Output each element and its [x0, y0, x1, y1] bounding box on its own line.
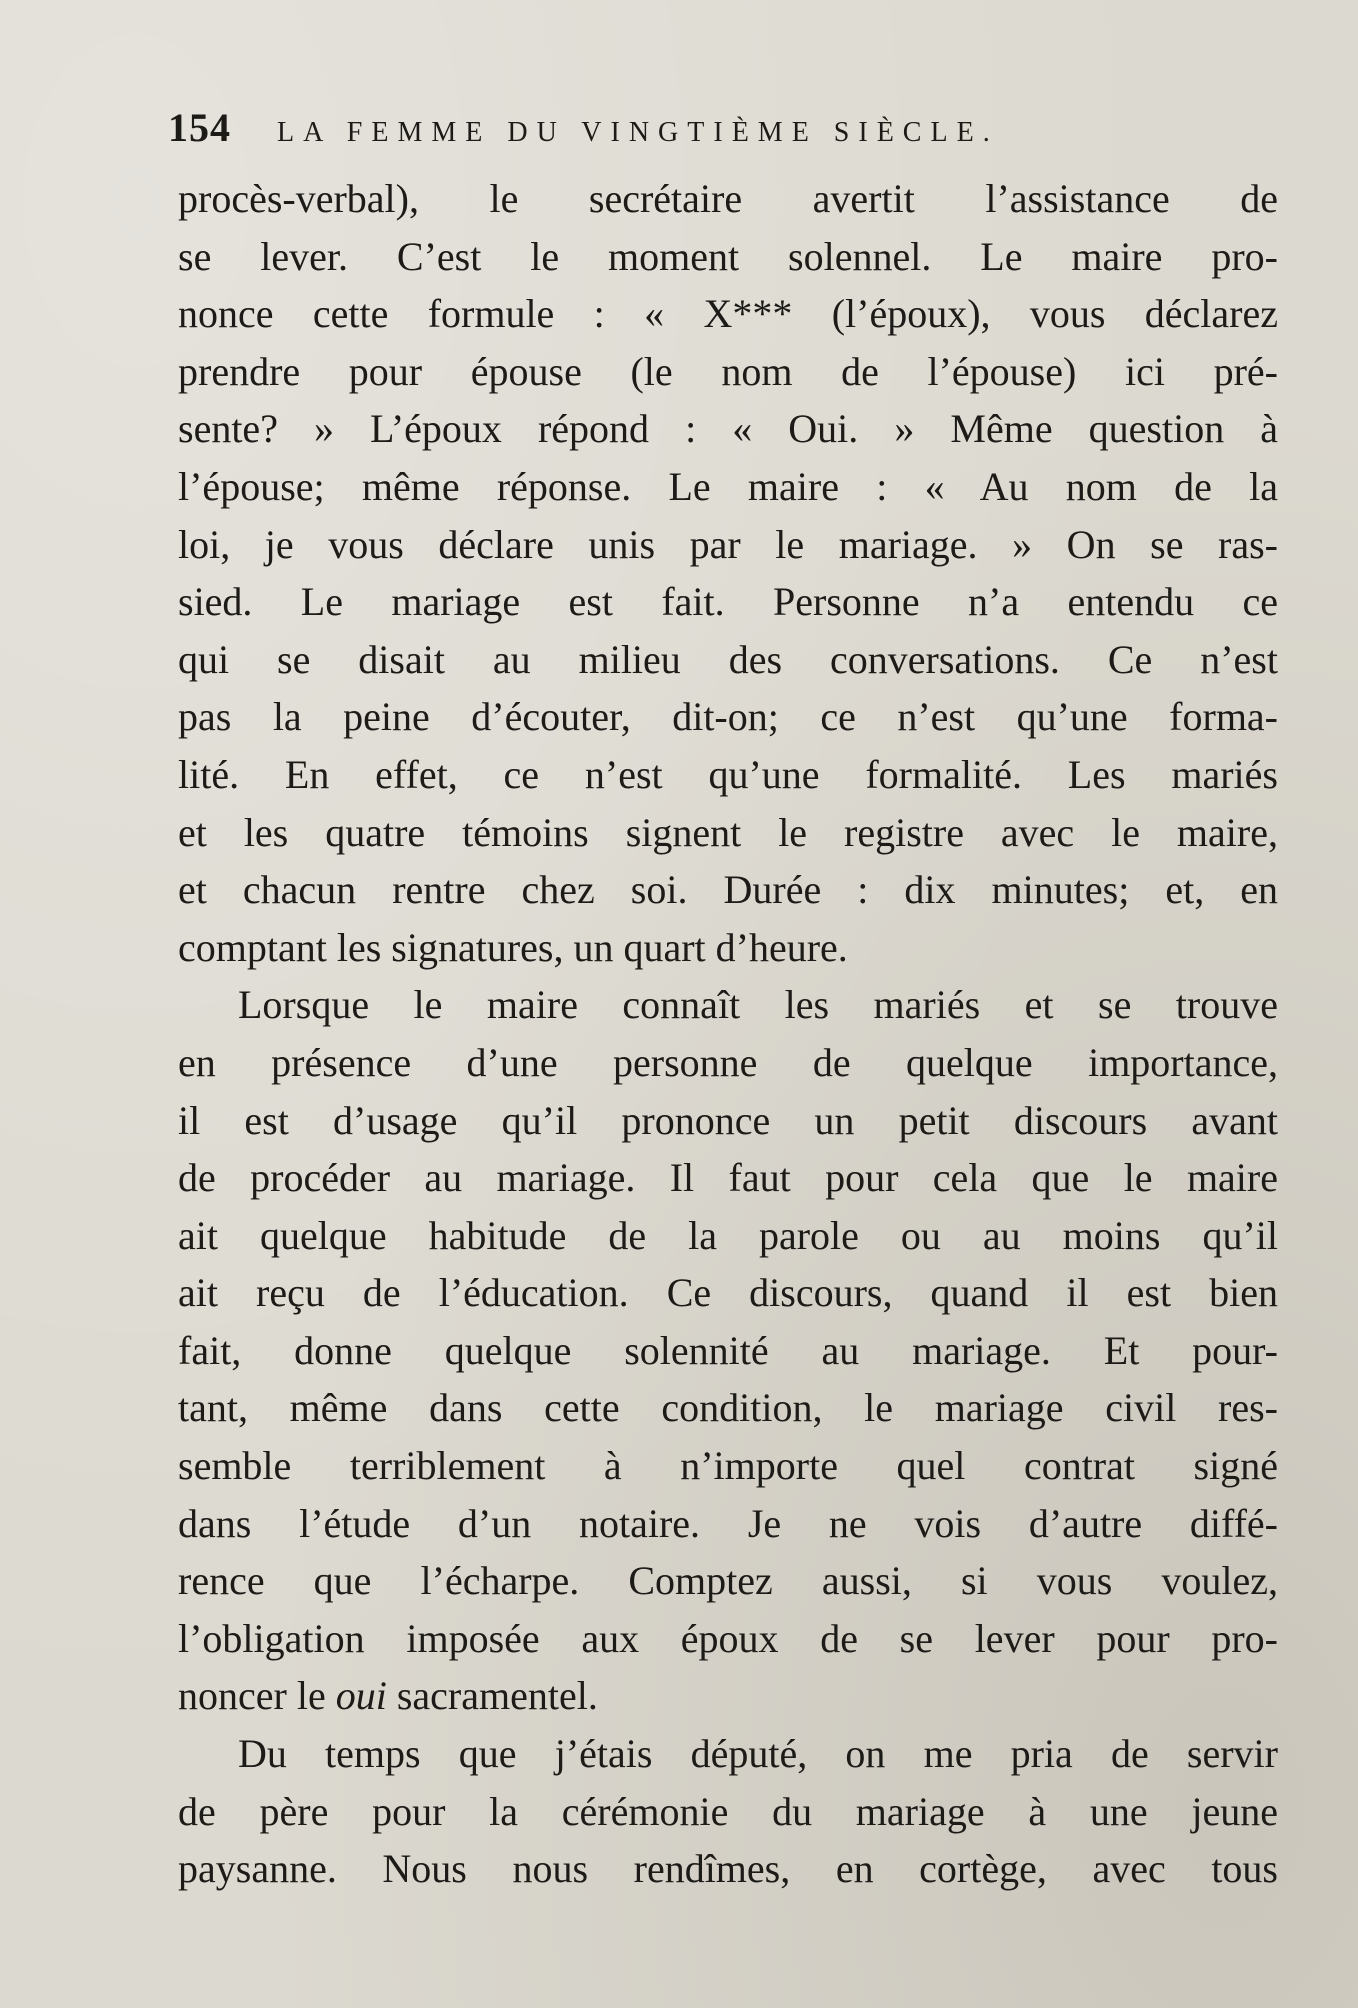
body-text	[178, 170, 1278, 1898]
text-line: nonce cette formule : « X*** (l’époux), vous déclarez	[178, 291, 1278, 337]
text-line: ait quelque habitude de la parole ou au moins qu’il	[178, 1212, 1278, 1258]
text-line: se lever. C’est le moment solennel. Le maire pro-	[178, 233, 1278, 279]
text-line: il est d’usage qu’il prononce un petit discours avant	[178, 1097, 1278, 1143]
text-line: Lorsque le maire connaît les mariés et se trouve	[238, 982, 1278, 1028]
text-line: pas la peine d’écouter, dit-on; ce n’est qu’une forma-	[178, 694, 1278, 740]
page-number: 154	[168, 105, 231, 150]
text-line: lité. En effet, ce n’est qu’une formalité. Les mariés	[178, 751, 1278, 797]
paragraph-2	[178, 976, 1278, 1725]
text-line: prendre pour épouse (le nom de l’épouse) ici pré-	[178, 348, 1278, 394]
text-line: procès-verbal), le secrétaire avertit l’assistance de	[178, 176, 1278, 221]
running-title: LA FEMME DU VINGTIÈME SIÈCLE.	[277, 117, 999, 148]
text-line: sente? » L’époux répond : « Oui. » Même question à	[178, 406, 1278, 452]
text-line: ait reçu de l’éducation. Ce discours, quand il est bien	[178, 1270, 1278, 1316]
running-head	[168, 104, 1258, 164]
text-line: qui se disait au milieu des conversations. Ce n’est	[178, 636, 1278, 682]
paragraph-1	[178, 170, 1278, 976]
text-line: de père pour la cérémonie du mariage à une jeune	[178, 1788, 1278, 1834]
text-line: semble terriblement à n’importe quel contrat signé	[178, 1443, 1278, 1489]
text-line: l’épouse; même réponse. Le maire : « Au nom de la	[178, 463, 1278, 509]
text-line: sied. Le mariage est fait. Personne n’a entendu ce	[178, 579, 1278, 625]
text-line: et les quatre témoins signent le registre avec le maire,	[178, 809, 1278, 855]
text-line: en présence d’une personne de quelque importance,	[178, 1039, 1278, 1085]
text-line: comptant les signatures, un quart d’heure.	[178, 924, 848, 970]
text-line	[178, 1667, 1278, 1725]
text-line: tant, même dans cette condition, le mariage civil res-	[178, 1385, 1278, 1431]
text-segment: noncer le	[178, 1673, 336, 1719]
text-segment: sacramentel.	[386, 1673, 598, 1719]
paragraph-3	[178, 1725, 1278, 1898]
text-line: de procéder au mariage. Il faut pour cela que le maire	[178, 1155, 1278, 1201]
text-line: paysanne. Nous nous rendîmes, en cortège, avec tous	[178, 1846, 1278, 1892]
text-line: loi, je vous déclare unis par le mariage. » On se ras-	[178, 521, 1278, 567]
text-line: fait, donne quelque solennité au mariage. Et pour-	[178, 1327, 1278, 1373]
italic-word: oui	[335, 1673, 387, 1719]
text-line: rence que l’écharpe. Comptez aussi, si vous voulez,	[178, 1558, 1278, 1604]
text-line: l’obligation imposée aux époux de se lever pour pro-	[178, 1615, 1278, 1661]
text-line: Du temps que j’étais député, on me pria de servir	[238, 1731, 1278, 1777]
text-line: dans l’étude d’un notaire. Je ne vois d’autre diffé-	[178, 1500, 1278, 1546]
text-line: et chacun rentre chez soi. Durée : dix minutes; et, en	[178, 867, 1278, 913]
